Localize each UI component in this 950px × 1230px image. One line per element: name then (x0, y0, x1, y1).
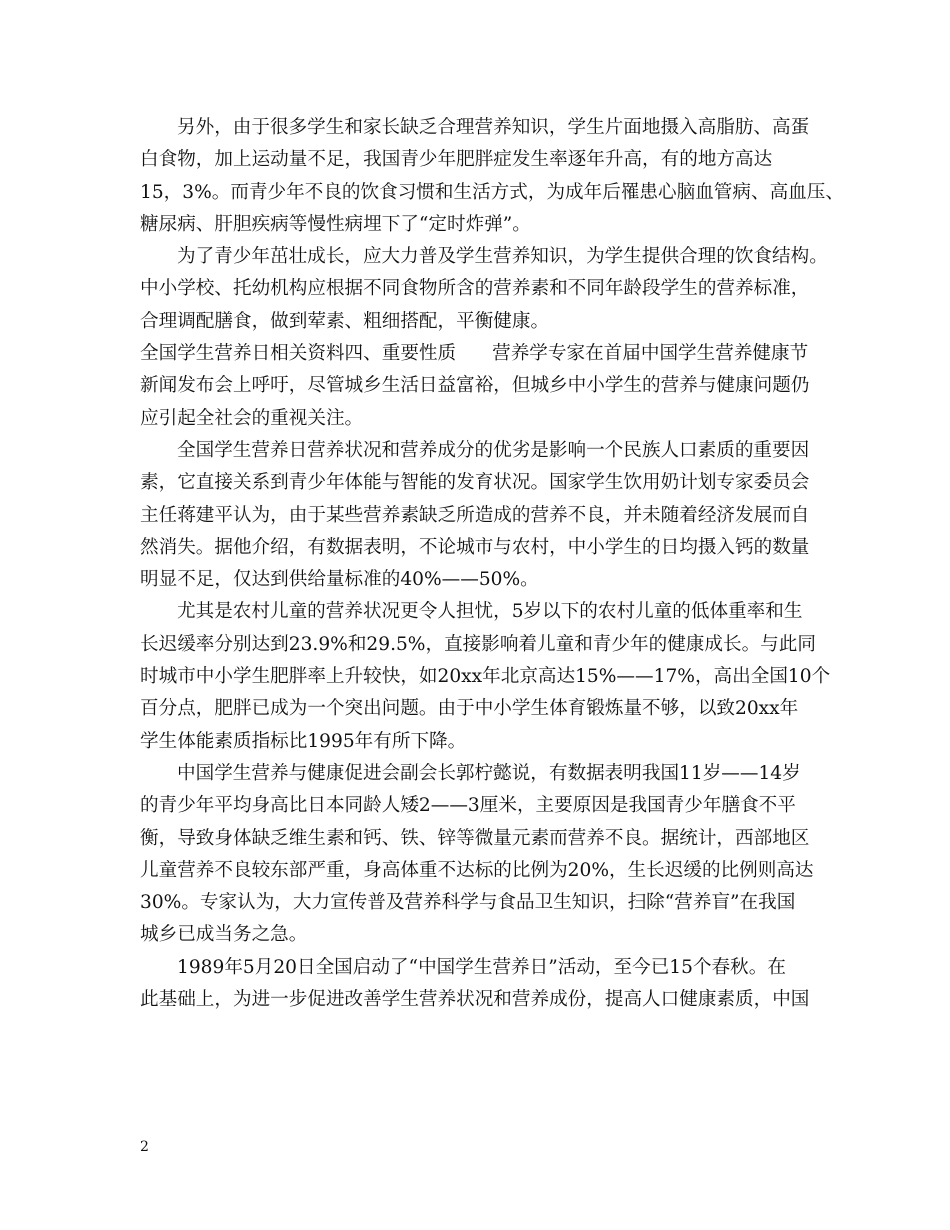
paragraph-line: 全国学生营养日营养状况和营养成分的优劣是影响一个民族人口素质的重要因 (177, 439, 810, 461)
paragraph-line: 为了青少年茁壮成长，应大力普及学生营养知识，为学生提供合理的饮食结构。 (177, 246, 828, 268)
paragraph-line: 主任蒋建平认为，由于某些营养素缺乏所造成的营养不良，并未随着经济发展而自 (140, 504, 810, 526)
paragraph-line: 明显不足，仅达到供给量标准的40%——50%。 (140, 569, 539, 591)
paragraph-line: 儿童营养不良较东部严重，身高体重不达标的比例为20%，生长迟缓的比例则高达 (140, 859, 814, 881)
paragraph-line: 糖尿病、肝胆疾病等慢性病埋下了“定时炸弹”。 (140, 213, 531, 235)
paragraph-line: 1989年5月20日全国启动了“中国学生营养日”活动，至今已15个春秋。在 (177, 956, 786, 978)
paragraph-line: 然消失。据他介绍，有数据表明，不论城市与农村，中小学生的日均摄入钙的数量 (140, 536, 810, 558)
paragraph-line: 此基础上，为进一步促进改善学生营养状况和营养成份，提高人口健康素质，中国 (140, 989, 810, 1011)
paragraph-line: 中国学生营养与健康促进会副会长郭柠懿说，有数据表明我国11岁——14岁 (177, 762, 801, 784)
paragraph-line: 城乡已成当务之急。 (140, 924, 308, 946)
paragraph-line: 另外，由于很多学生和家长缺乏合理营养知识，学生片面地摄入高脂肪、高蛋 (177, 117, 810, 138)
section-heading: 全国学生营养日相关资料四、重要性质 (140, 343, 457, 365)
page-number: 2 (140, 1139, 149, 1155)
paragraph-line: 的青少年平均身高比日本同龄人矮2——3厘米，主要原因是我国青少年膳食不平 (140, 795, 796, 817)
paragraph-line: 白食物，加上运动量不足，我国青少年肥胖症发生率逐年升高，有的地方高达 (140, 149, 773, 171)
paragraph-text: 营养学专家在首届中国学生营养健康节 (492, 343, 809, 365)
paragraph-line: 百分点，肥胖已成为一个突出问题。由于中小学生体育锻炼量不够，以致20xx年 (140, 698, 799, 720)
body-text (140, 112, 844, 1016)
paragraph-line: 衡，导致身体缺乏维生素和钙、铁、锌等微量元素而营养不良。据统计，西部地区 (140, 827, 810, 849)
paragraph-line: 15，3%。而青少年不良的饮食习惯和生活方式，为成年后罹患心脑血管病、高血压、 (140, 181, 844, 203)
paragraph-line: 应引起全社会的重视关注。 (140, 407, 364, 429)
paragraph-line: 素，它直接关系到青少年体能与智能的发育状况。国家学生饮用奶计划专家委员会 (140, 472, 810, 494)
paragraph-line: 新闻发布会上呼吁，尽管城乡生活日益富裕，但城乡中小学生的营养与健康问题仍 (140, 375, 810, 397)
paragraph-line: 长迟缓率分别达到23.9%和29.5%，直接影响着儿童和青少年的健康成长。与此同 (140, 633, 816, 655)
heading-line (140, 338, 820, 370)
paragraph-line: 30%。专家认为，大力宣传普及营养科学与食品卫生知识，扫除“营养盲”在我国 (140, 892, 796, 914)
paragraph-line: 尤其是农村儿童的营养状况更令人担忧，5岁以下的农村儿童的低体重率和生 (177, 601, 803, 623)
paragraph-line: 合理调配膳食，做到荤素、粗细搭配，平衡健康。 (140, 310, 550, 332)
paragraph-line: 中小学校、托幼机构应根据不同食物所含的营养素和不同年龄段学生的营养标准， (140, 278, 810, 300)
paragraph-line: 学生体能素质指标比1995年有所下降。 (140, 730, 467, 752)
paragraph-line: 时城市中小学生肥胖率上升较快，如20xx年北京高达15%——17%，高出全国10个 (140, 666, 831, 688)
